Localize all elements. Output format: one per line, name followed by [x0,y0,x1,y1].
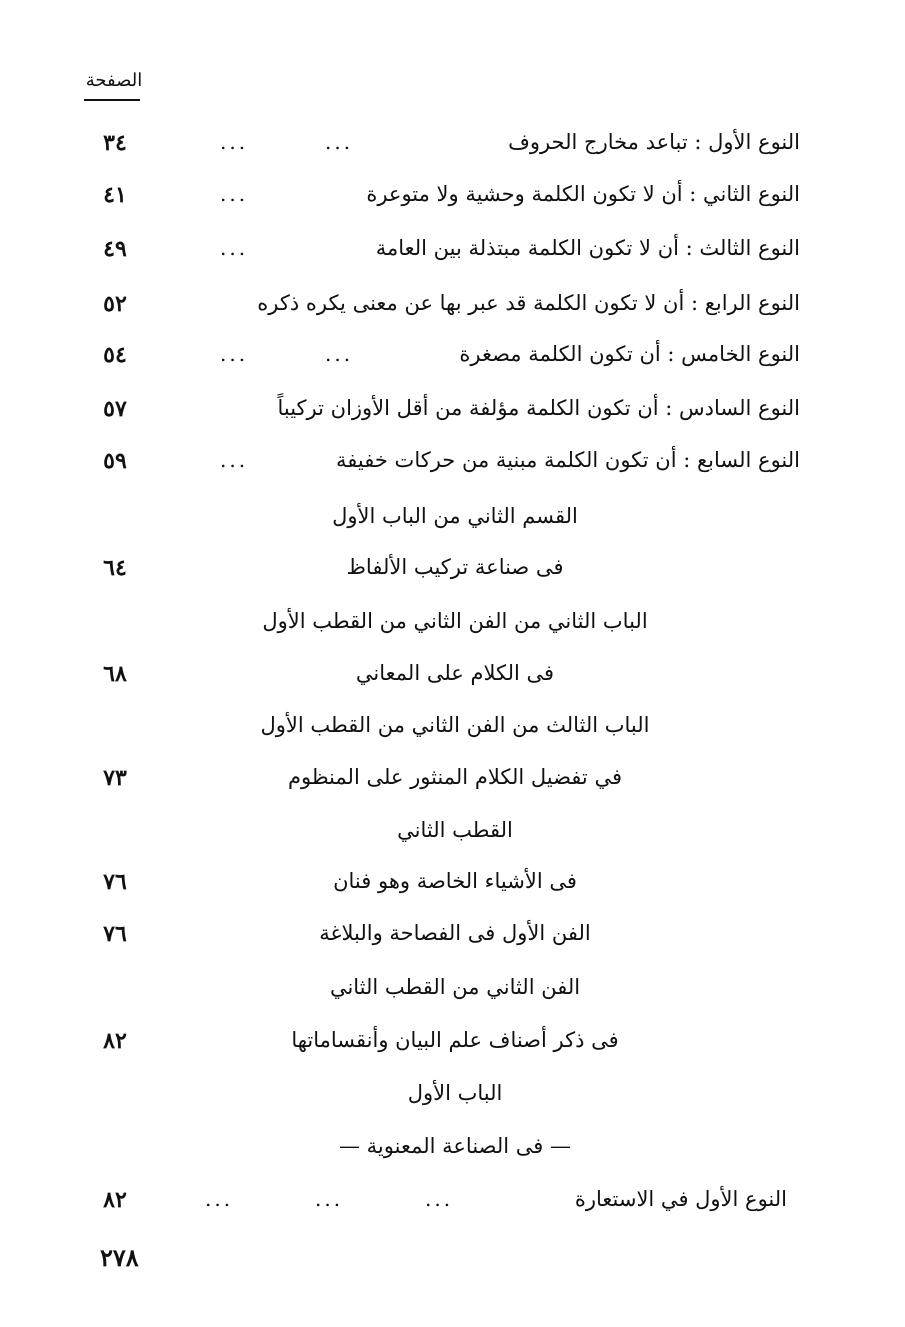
header-underline [84,99,140,101]
toc-entry [0,182,905,222]
toc-page-number: ٨٢ [103,1028,127,1054]
section-title: القطب الثاني [397,818,513,842]
section-title: فى صناعة تركيب الألفاظ [346,555,564,579]
toc-entry [0,236,905,276]
toc-entry [0,342,905,382]
section-entry [0,661,905,701]
toc-entry-title: النوع الأول : تباعد مخارج الحروف [508,130,800,154]
toc-page-number: ٨٢ [103,1187,127,1213]
section-heading [0,713,905,753]
toc-entry-title: النوع الأول في الاستعارة [574,1187,787,1211]
toc-entry-title: النوع الثالث : أن لا تكون الكلمة مبتذلة بين العامة [375,236,800,260]
toc-page-number: ٧٦ [103,869,127,895]
toc-entry-title: النوع الخامس : أن تكون الكلمة مصغرة [459,342,800,366]
section-entry [0,555,905,595]
toc-page-number: ٤١ [103,182,127,208]
toc-page-number: ٥٢ [103,291,127,317]
toc-entry [0,130,905,170]
toc-entry [0,396,905,436]
toc-entry [0,448,905,488]
toc-page-number: ٧٣ [103,765,127,791]
section-heading [0,818,905,858]
section-title: القسم الثاني من الباب الأول [332,504,578,528]
section-heading [0,1134,905,1174]
page-number: ٢٧٨ [100,1243,139,1272]
section-title: الفن الأول فى الفصاحة والبلاغة [319,921,591,945]
leader-dots: ... [325,130,354,154]
toc-page-number: ٥٧ [103,396,127,422]
toc-page-number: ٧٦ [103,921,127,947]
toc-page-number: ٦٨ [103,661,127,687]
page-column-header: الصفحة [85,70,143,91]
leader-dots: ... [315,1187,344,1211]
toc-entry-title: النوع الرابع : أن لا تكون الكلمة قد عبر بها عن معنى يكره ذكره [257,291,800,315]
section-title: فى الأشياء الخاصة وهو فنان [333,869,577,893]
section-heading [0,609,905,649]
toc-entry-title: النوع السابع : أن تكون الكلمة مبنية من حركات خفيفة [336,448,800,472]
section-title: الباب الأول [407,1081,503,1105]
leader-dots: ... [425,1187,454,1211]
section-heading [0,975,905,1015]
section-entry [0,869,905,909]
leader-dots: ... [220,130,249,154]
section-heading [0,504,905,544]
leader-dots: ... [220,448,249,472]
section-entry [0,921,905,961]
toc-entry-title: النوع الثاني : أن لا تكون الكلمة وحشية ولا متوعرة [366,182,800,206]
section-title: فى ذكر أصناف علم البيان وأنقساماتها [291,1028,619,1052]
toc-entry [0,1187,905,1227]
section-title: الباب الثالث من الفن الثاني من القطب الأول [260,713,650,737]
section-heading [0,1081,905,1121]
leader-dots: ... [220,182,249,206]
section-title: الفن الثاني من القطب الثاني [329,975,581,999]
leader-dots: ... [205,1187,234,1211]
toc-entry-title: النوع السادس : أن تكون الكلمة مؤلفة من أقل الأوزان تركيباً [277,396,800,420]
leader-dots: ... [325,342,354,366]
section-entry [0,765,905,805]
section-title: في تفضيل الكلام المنثور على المنظوم [287,765,622,789]
leader-dots: ... [220,236,249,260]
toc-page-number: ٥٤ [103,342,127,368]
section-entry [0,1028,905,1068]
leader-dots: ... [220,342,249,366]
toc-page-number: ٦٤ [103,555,127,581]
toc-entry [0,291,905,331]
section-title: — فى الصناعة المعنوية — [338,1134,571,1158]
toc-page-number: ٤٩ [103,236,127,262]
section-title: الباب الثاني من الفن الثاني من القطب الأول [262,609,648,633]
toc-page-number: ٣٤ [103,130,127,156]
toc-page-number: ٥٩ [103,448,127,474]
section-title: فى الكلام على المعاني [355,661,555,685]
